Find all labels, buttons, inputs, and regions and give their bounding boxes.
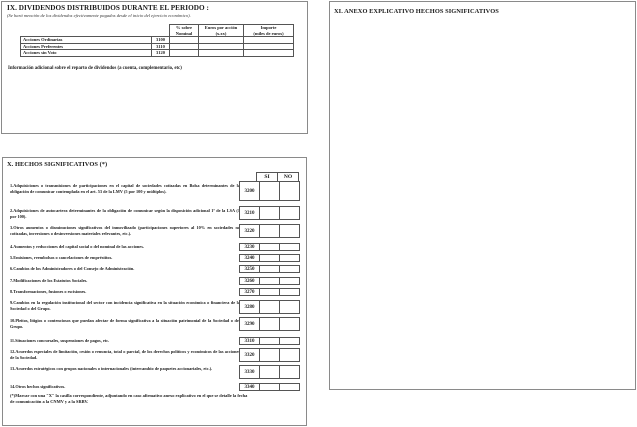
no-checkbox[interactable]: [280, 365, 300, 379]
no-checkbox[interactable]: [280, 277, 300, 285]
hecho-row-3310: [239, 337, 300, 345]
header-euros-por-accion: Euros por acción (x.xx): [199, 25, 244, 37]
hecho-row-3320: [239, 348, 300, 362]
code-label: 3200: [239, 181, 260, 201]
code-label: 3320: [239, 348, 260, 362]
si-checkbox[interactable]: [260, 243, 280, 251]
hecho-row-3270: [239, 288, 300, 296]
si-checkbox[interactable]: [260, 348, 280, 362]
row-label: Acciones sin Voto: [21, 50, 152, 57]
hecho-item-14: 14.Otros hechos significativos.: [10, 384, 66, 389]
row-code: 3100: [152, 37, 170, 44]
si-checkbox[interactable]: [260, 337, 280, 345]
hecho-row-3290: [239, 317, 300, 331]
importe-cell[interactable]: [244, 50, 294, 57]
header-pct-nominal: % sobre Nominal: [170, 25, 199, 37]
code-label: 3340: [239, 383, 260, 391]
table-row: [21, 50, 294, 57]
footnote: (*)Marcar con una "X" la casilla correspondiente, adjuntando en caso afirmativo anexo explicativo en el que se detalle la fecha de comunicación a la CNMV y a la SRBV.: [10, 393, 248, 404]
no-checkbox[interactable]: [280, 206, 300, 220]
code-label: 3330: [239, 365, 260, 379]
hecho-row-3240: [239, 254, 300, 262]
no-checkbox[interactable]: [280, 337, 300, 345]
hecho-item-10: 10.Pleitos, litigios o contenciosos que puedan afectar de forma significativa a la situación patrimonial de la Sociedad o del Grupo.: [10, 318, 240, 329]
code-label: 3280: [239, 300, 260, 314]
dividends-table: [20, 24, 294, 57]
code-label: 3260: [239, 277, 260, 285]
si-checkbox[interactable]: [260, 254, 280, 262]
no-checkbox[interactable]: [280, 265, 300, 273]
si-checkbox[interactable]: [260, 288, 280, 296]
hecho-item-3: 3.Otros aumentos o disminuciones significativos del inmovilizado (participaciones superiores al 10% en sociedades no cotizadas, inversiones o desinversiones materiales relevantes, etc.).: [10, 225, 240, 236]
euros-cell[interactable]: [199, 50, 244, 57]
section-x-hechos-significativos: [2, 157, 307, 426]
hecho-item-12: 12.Acuerdos especiales de limitación, cesión o renuncia, total o parcial, de los derechos políticos y económicos de las acciones de la Sociedad.: [10, 349, 240, 360]
hecho-item-5: 5.Emisiones, reembolsos o cancelaciones de empréstitos.: [10, 255, 113, 260]
hecho-row-3280: [239, 300, 300, 314]
si-checkbox[interactable]: [260, 181, 280, 201]
si-checkbox[interactable]: [260, 365, 280, 379]
hecho-row-3340: [239, 383, 300, 391]
hecho-row-3230: [239, 243, 300, 251]
hecho-item-11: 11.Situaciones concursales, suspensiones de pagos, etc.: [10, 338, 110, 343]
no-checkbox[interactable]: [280, 317, 300, 331]
hecho-item-13: 13.Acuerdos estratégicos con grupos nacionales o internacionales (intercambio de paquetes accionariales, etc.).: [10, 366, 213, 371]
pct-cell[interactable]: [170, 50, 199, 57]
no-checkbox[interactable]: [280, 300, 300, 314]
code-label: 3220: [239, 224, 260, 238]
si-checkbox[interactable]: [260, 265, 280, 273]
code-label: 3270: [239, 288, 260, 296]
dividends-table-header: [21, 25, 294, 37]
column-no: NO: [277, 172, 299, 182]
row-label: Acciones Ordinarias: [21, 37, 152, 44]
si-checkbox[interactable]: [260, 300, 280, 314]
no-checkbox[interactable]: [280, 224, 300, 238]
hecho-item-8: 8.Transformaciones, fusiones o escisiones.: [10, 289, 87, 294]
hecho-item-2: 2.Adquisiciones de autocartera determinantes de la obligación de comunicar según la disposición adicional 1ª de la LSA (1 por 100).: [10, 208, 240, 219]
si-checkbox[interactable]: [260, 383, 280, 391]
si-checkbox[interactable]: [260, 317, 280, 331]
anexo-text-area[interactable]: [334, 20, 631, 385]
row-label: Acciones Preferentes: [21, 43, 152, 50]
code-label: 3250: [239, 265, 260, 273]
section-xi-title: XI. ANEXO EXPLICATIVO HECHOS SIGNIFICATIVOS: [334, 8, 499, 15]
si-checkbox[interactable]: [260, 224, 280, 238]
si-checkbox[interactable]: [260, 206, 280, 220]
hecho-row-3330: [239, 365, 300, 379]
code-label: 3290: [239, 317, 260, 331]
no-checkbox[interactable]: [280, 348, 300, 362]
no-checkbox[interactable]: [280, 288, 300, 296]
row-code: 3120: [152, 50, 170, 57]
section-ix-dividendos: [1, 1, 308, 134]
hecho-item-9: 9.Cambios en la regulación institucional del sector con incidencia significativa en la situación económica o financiera de la Sociedad o del Grupo.: [10, 300, 240, 311]
hecho-row-3210: [239, 206, 300, 220]
header-importe: Importe (miles de euros): [244, 25, 294, 37]
si-checkbox[interactable]: [260, 277, 280, 285]
section-x-title: X. HECHOS SIGNIFICATIVOS (*): [7, 161, 108, 168]
hecho-item-7: 7.Modificaciones de los Estatutos Sociales.: [10, 278, 88, 283]
code-label: 3240: [239, 254, 260, 262]
column-si: SI: [256, 172, 278, 182]
additional-info-label: Información adicional sobre el reparto de dividendos (a cuenta, complementario, etc): [8, 66, 182, 71]
hecho-item-6: 6.Cambios de los Administradores o del Consejo de Administración.: [10, 266, 135, 271]
hecho-item-1: 1.Adquisiciones o transmisiones de participaciones en el capital de sociedades cotizadas en Bolsa determinantes de la obligación de comunicar contemplada en el art. 53 de la LMV (5 por 100 y múltiplos).: [10, 183, 240, 194]
section-ix-title: IX. DIVIDENDOS DISTRIBUIDOS DURANTE EL PERIODO :: [7, 4, 209, 12]
code-label: 3230: [239, 243, 260, 251]
section-ix-subtitle: (Se hará mención de los dividendos efectivamente pagados desde el inicio del ejercicio económico).: [7, 13, 191, 18]
hecho-row-3250: [239, 265, 300, 273]
hecho-row-3260: [239, 277, 300, 285]
no-checkbox[interactable]: [280, 243, 300, 251]
hecho-row-3200: [239, 181, 300, 201]
code-label: 3210: [239, 206, 260, 220]
no-checkbox[interactable]: [280, 383, 300, 391]
no-checkbox[interactable]: [280, 181, 300, 201]
code-label: 3310: [239, 337, 260, 345]
no-checkbox[interactable]: [280, 254, 300, 262]
hecho-row-3220: [239, 224, 300, 238]
section-xi-anexo-explicativo: [329, 1, 636, 390]
row-code: 3110: [152, 43, 170, 50]
hecho-item-4: 4.Aumentos y reducciones del capital social o del nominal de las acciones.: [10, 244, 144, 249]
